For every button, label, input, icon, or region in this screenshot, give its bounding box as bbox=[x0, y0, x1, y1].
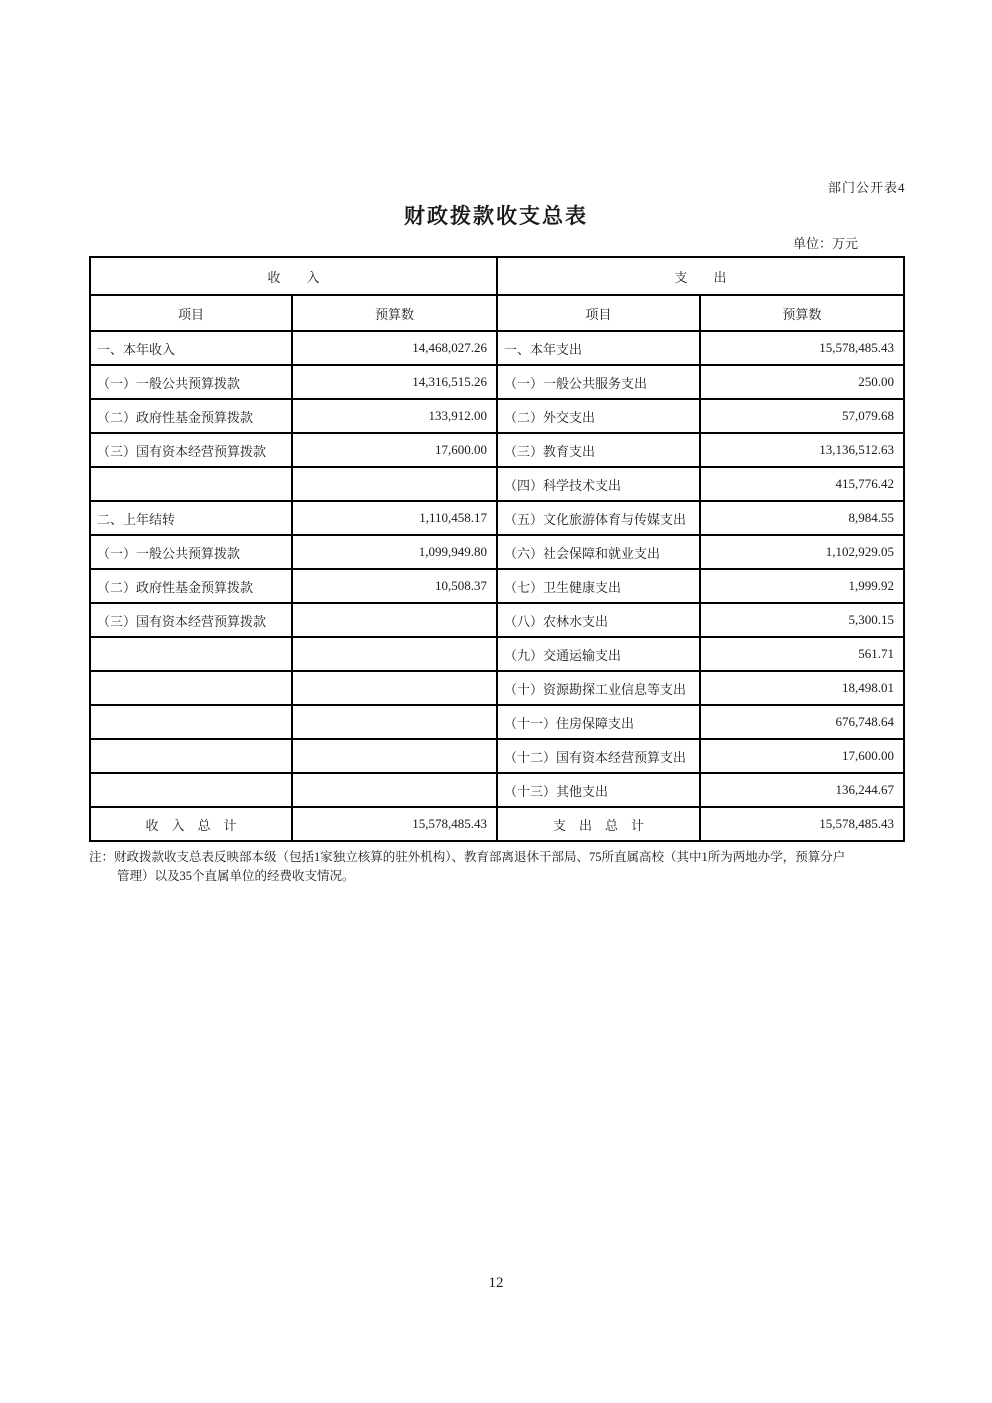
expense-budget-cell: 8,984.55 bbox=[700, 501, 904, 535]
table-row bbox=[90, 501, 904, 535]
expense-total-label: 支 出 总 计 bbox=[497, 807, 700, 841]
income-budget-cell bbox=[292, 637, 497, 671]
income-item-col-header: 项目 bbox=[90, 295, 292, 331]
expense-budget-cell: 18,498.01 bbox=[700, 671, 904, 705]
unit-label: 单位：万元 bbox=[793, 236, 859, 251]
table-row bbox=[90, 535, 904, 569]
expense-item-cell: 一、本年支出 bbox=[497, 331, 700, 365]
income-budget-cell: 133,912.00 bbox=[292, 399, 497, 433]
income-item-cell: （二）政府性基金预算拨款 bbox=[90, 399, 292, 433]
expense-budget-cell: 1,102,929.05 bbox=[700, 535, 904, 569]
expense-item-cell: （五）文化旅游体育与传媒支出 bbox=[497, 501, 700, 535]
footnote-text1: 财政拨款收支总表反映部本级（包括1家独立核算的驻外机构）、教育部离退休干部局、75所直属高校（其中1所为两地办学，预算分户 bbox=[114, 850, 846, 864]
table-row bbox=[90, 399, 904, 433]
expense-budget-cell: 676,748.64 bbox=[700, 705, 904, 739]
table-row bbox=[90, 705, 904, 739]
expense-budget-cell: 17,600.00 bbox=[700, 739, 904, 773]
footnote bbox=[89, 848, 929, 886]
expense-item-cell: （十）资源勘探工业信息等支出 bbox=[497, 671, 700, 705]
expense-item-cell: （十二）国有资本经营预算支出 bbox=[497, 739, 700, 773]
doc-label: 部门公开表4 bbox=[828, 180, 906, 195]
income-item-cell bbox=[90, 739, 292, 773]
section-header-row bbox=[90, 257, 904, 295]
expense-item-cell: （三）教育支出 bbox=[497, 433, 700, 467]
income-budget-cell: 10,508.37 bbox=[292, 569, 497, 603]
income-budget-col-header: 预算数 bbox=[292, 295, 497, 331]
income-item-cell bbox=[90, 773, 292, 807]
table-row bbox=[90, 603, 904, 637]
income-item-cell bbox=[90, 637, 292, 671]
total-row bbox=[90, 807, 904, 841]
expense-budget-col-header: 预算数 bbox=[700, 295, 904, 331]
expense-item-cell: （九）交通运输支出 bbox=[497, 637, 700, 671]
table-row bbox=[90, 671, 904, 705]
expense-budget-cell: 13,136,512.63 bbox=[700, 433, 904, 467]
expense-budget-cell: 415,776.42 bbox=[700, 467, 904, 501]
income-item-cell bbox=[90, 467, 292, 501]
income-budget-cell: 14,468,027.26 bbox=[292, 331, 497, 365]
expense-section-header: 支 出 bbox=[497, 257, 904, 295]
table-row bbox=[90, 739, 904, 773]
budget-table bbox=[89, 256, 905, 842]
expense-item-cell: （八）农林水支出 bbox=[497, 603, 700, 637]
expense-budget-cell: 57,079.68 bbox=[700, 399, 904, 433]
expense-total-value: 15,578,485.43 bbox=[700, 807, 904, 841]
expense-item-cell: （六）社会保障和就业支出 bbox=[497, 535, 700, 569]
income-budget-cell bbox=[292, 773, 497, 807]
income-budget-cell bbox=[292, 705, 497, 739]
income-item-cell: （三）国有资本经营预算拨款 bbox=[90, 603, 292, 637]
income-item-cell bbox=[90, 705, 292, 739]
expense-item-cell: （四）科学技术支出 bbox=[497, 467, 700, 501]
footnote-line1 bbox=[89, 850, 845, 864]
table-row bbox=[90, 365, 904, 399]
table-row bbox=[90, 433, 904, 467]
expense-budget-cell: 250.00 bbox=[700, 365, 904, 399]
income-budget-cell bbox=[292, 467, 497, 501]
income-item-cell: 一、本年收入 bbox=[90, 331, 292, 365]
income-budget-cell: 1,099,949.80 bbox=[292, 535, 497, 569]
table-row bbox=[90, 637, 904, 671]
income-budget-cell: 1,110,458.17 bbox=[292, 501, 497, 535]
table-row bbox=[90, 467, 904, 501]
expense-budget-cell: 136,244.67 bbox=[700, 773, 904, 807]
expense-item-cell: （十三）其他支出 bbox=[497, 773, 700, 807]
income-budget-cell: 17,600.00 bbox=[292, 433, 497, 467]
income-item-cell: 二、上年结转 bbox=[90, 501, 292, 535]
income-total-value: 15,578,485.43 bbox=[292, 807, 497, 841]
income-item-cell bbox=[90, 671, 292, 705]
expense-budget-cell: 15,578,485.43 bbox=[700, 331, 904, 365]
expense-budget-cell: 561.71 bbox=[700, 637, 904, 671]
table-row bbox=[90, 773, 904, 807]
table-row bbox=[90, 331, 904, 365]
income-total-label: 收 入 总 计 bbox=[90, 807, 292, 841]
income-budget-cell: 14,316,515.26 bbox=[292, 365, 497, 399]
income-item-cell: （二）政府性基金预算拨款 bbox=[90, 569, 292, 603]
income-item-cell: （一）一般公共预算拨款 bbox=[90, 535, 292, 569]
page-number: 12 bbox=[488, 1275, 504, 1291]
income-budget-cell bbox=[292, 671, 497, 705]
income-item-cell: （一）一般公共预算拨款 bbox=[90, 365, 292, 399]
expense-item-cell: （二）外交支出 bbox=[497, 399, 700, 433]
footnote-line2: 管理）以及35个直属单位的经费收支情况。 bbox=[117, 869, 355, 883]
expense-item-cell: （七）卫生健康支出 bbox=[497, 569, 700, 603]
income-budget-cell bbox=[292, 603, 497, 637]
income-budget-cell bbox=[292, 739, 497, 773]
expense-budget-cell: 5,300.15 bbox=[700, 603, 904, 637]
expense-budget-cell: 1,999.92 bbox=[700, 569, 904, 603]
table-row bbox=[90, 569, 904, 603]
footnote-prefix: 注： bbox=[89, 850, 115, 864]
table-body bbox=[90, 331, 904, 807]
expense-item-col-header: 项目 bbox=[497, 295, 700, 331]
page-title: 财政拨款收支总表 bbox=[404, 204, 588, 228]
income-section-header: 收 入 bbox=[90, 257, 497, 295]
expense-item-cell: （一）一般公共服务支出 bbox=[497, 365, 700, 399]
income-item-cell: （三）国有资本经营预算拨款 bbox=[90, 433, 292, 467]
expense-item-cell: （十一）住房保障支出 bbox=[497, 705, 700, 739]
column-header-row bbox=[90, 295, 904, 331]
